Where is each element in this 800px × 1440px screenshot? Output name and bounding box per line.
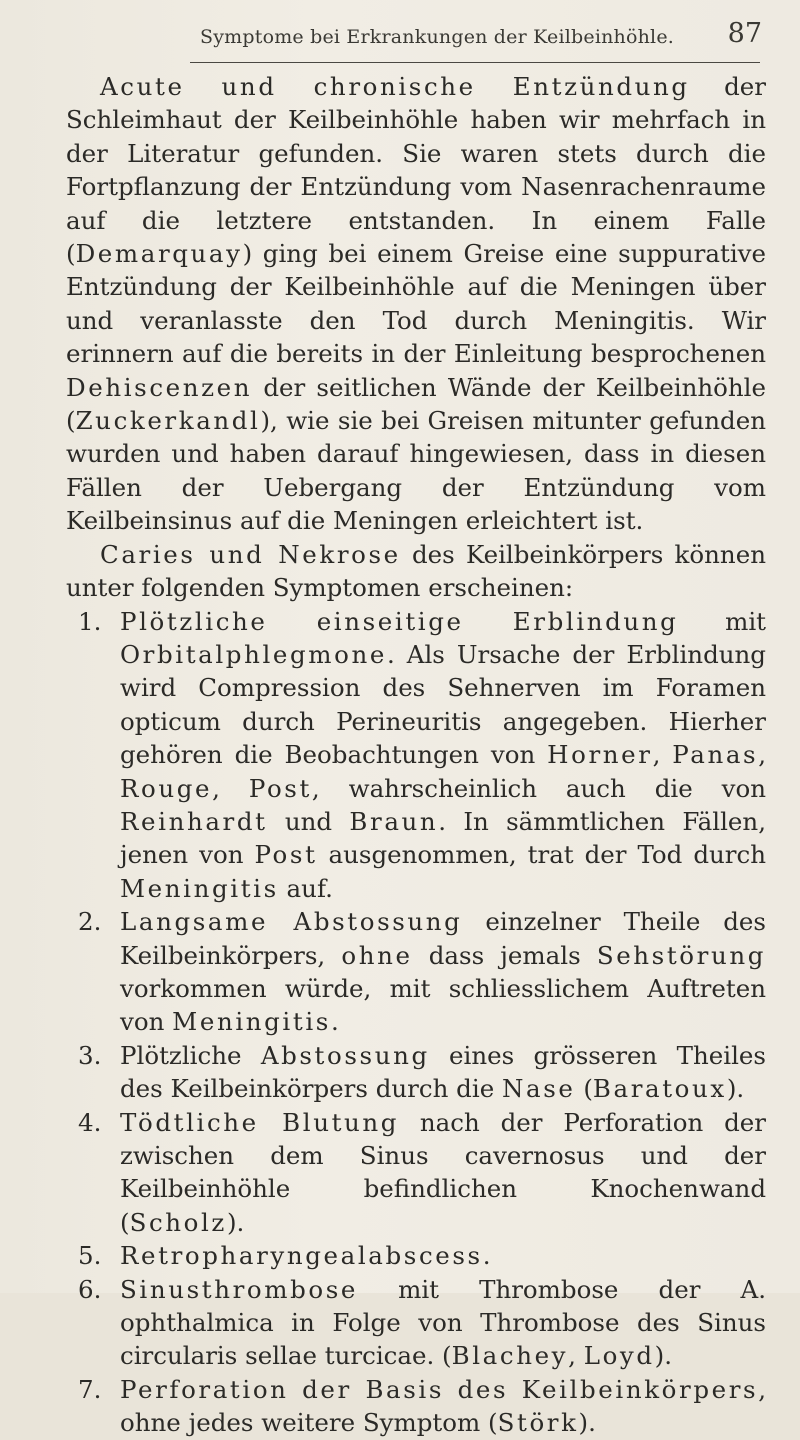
spaced-term: Loyd [583,1341,655,1371]
spaced-term: Reinhardt [120,806,268,836]
list-item-number: 1. [78,606,102,636]
spaced-heading: Acute und chronische Entzündung [100,72,690,101]
spaced-term: Scholz [129,1207,227,1237]
paragraph-acute-chronic [66,70,766,538]
spaced-term: Tödtliche Blutung [120,1107,400,1137]
list-item-number: 7. [78,1374,102,1404]
list-item-text: . [330,1007,339,1037]
list-item-text: auf. [278,873,333,903]
spaced-term: Post [254,840,318,870]
spaced-term: Blachey [451,1341,569,1371]
list-item-text: . Als Ursache der Erblindung wird Compression des Sehnerven im Foramen opticum durch Perineuritis angegeben. Hierher gehören die Beobachtungen von [120,639,766,770]
spaced-term: Baratoux [592,1074,727,1104]
spaced-term: Meningitis [172,1007,331,1037]
list-item-text: , [568,1341,584,1371]
header-rule [190,62,760,63]
list-item-number: 4. [78,1107,102,1137]
list-item-text: , wahrscheinlich auch die von [311,773,766,803]
spaced-term: Horner [547,740,653,770]
list-item-number: 3. [78,1040,102,1070]
paragraph-text: der seitlichen Wände der Keilbeinhöhle ( [66,372,766,436]
list-item-text: ). [578,1408,596,1438]
list-item [66,1239,766,1272]
spaced-term: Panas [672,740,759,770]
list-item [66,1273,766,1373]
list-item-text: vorkommen würde, mit schliesslichem Auftreten von [120,973,766,1037]
list-item [66,1039,766,1106]
spaced-term: Dehiscenzen [66,372,253,402]
spaced-term: Abstossung [260,1040,430,1070]
spaced-term: ohne [341,940,413,970]
list-item-text: , [652,740,673,770]
spaced-term: Langsame Abstossung [120,907,463,937]
page-number: 87 [727,18,762,49]
paragraph-caries-necrosis [66,538,766,605]
list-item-text: ). [726,1074,745,1104]
list-item-text: ausgenommen, trat der Tod durch [317,840,766,870]
list-item-number: 5. [78,1241,102,1271]
spaced-term: Retropharyngealabscess [120,1241,483,1271]
paragraph-text: des Keilbeinkörpers können unter folgenden Symptomen erscheinen: [66,539,766,603]
list-item-text: einzelner Theile des Keilbeinkörpers, [120,907,766,970]
list-item-text: , ohne jedes weitere Symptom ( [120,1374,766,1438]
spaced-term: Nase [502,1074,576,1104]
list-item-text: , [758,740,767,770]
list-item-text: nach der Perforation der zwischen dem Sinus cavernosus und der Keilbeinhöhle befindlichen Knochenwand ( [120,1107,766,1237]
list-item-text: eines grösseren Theiles des Keilbeinkörpers durch die [120,1040,766,1104]
spaced-term: Rouge [120,773,213,803]
list-item-text: , [212,773,249,803]
running-title: Symptome bei Erkrankungen der Keilbeinhöhle. [200,26,675,48]
list-item [66,905,766,1039]
paragraph-text: ), wie sie bei Greisen mitunter gefunden wurden und haben darauf hingewiesen, dass in diesen Fällen der Uebergang der Entzündung vom Keilbeinsinus auf die Meningen erleichtert ist. [66,406,766,536]
spaced-heading: Caries und Nekrose [100,539,401,569]
list-item-text: dass jemals [412,940,597,970]
author-name: Zuckerkandl [75,406,261,436]
list-item-text: ). [654,1341,673,1371]
spaced-term: Sehstörung [596,940,766,970]
spaced-term: Orbitalphlegmone [120,639,387,669]
list-item-text: Plötzliche [120,1040,261,1070]
symptom-list [66,605,766,1440]
list-item [66,1373,766,1440]
list-item-text: mit [678,606,766,636]
list-item-text: ). [226,1207,245,1237]
author-name: Demarquay [75,239,243,269]
page-body [66,70,766,1440]
spaced-term: Plötzliche einseitige Erblindung [120,606,679,636]
list-item [66,1106,766,1240]
list-item-text: . In sämmtlichen Fällen, jenen von [120,806,766,870]
list-item-text: . [482,1241,491,1271]
list-item-number: 2. [78,907,102,937]
list-item [66,605,766,906]
list-item-text: und [267,806,350,836]
spaced-term: Braun [349,806,439,836]
paragraph-text: der Schleimhaut der Keilbeinhöhle haben wir mehrfach in der Literatur gefunden. Sie waren stets durch die Fortpflanzung der Entzündung vom Nasenrachenraume auf die letztere entstanden. In einem Falle ( [66,72,766,269]
list-item-number: 6. [78,1274,102,1304]
list-item-text: ( [575,1074,593,1104]
spaced-term: Post [248,773,312,803]
spaced-term: Meningitis [120,873,279,903]
paragraph-text: ) ging bei einem Greise eine suppurative Entzündung der Keilbeinhöhle auf die Meningen über und veranlasste den Tod durch Meningitis. Wir erinnern auf die bereits in der Einleitung besprochenen [66,239,766,369]
spaced-term: Perforation der Basis des Keilbeinkörpers [120,1374,759,1404]
page-header [60,18,770,58]
spaced-term: Störk [497,1408,579,1438]
list-item-text: mit Thrombose der A. ophthalmica in Folge von Thrombose des Sinus circularis sellae turcicae. ( [120,1274,766,1371]
spaced-term: Sinusthrombose [120,1274,358,1304]
